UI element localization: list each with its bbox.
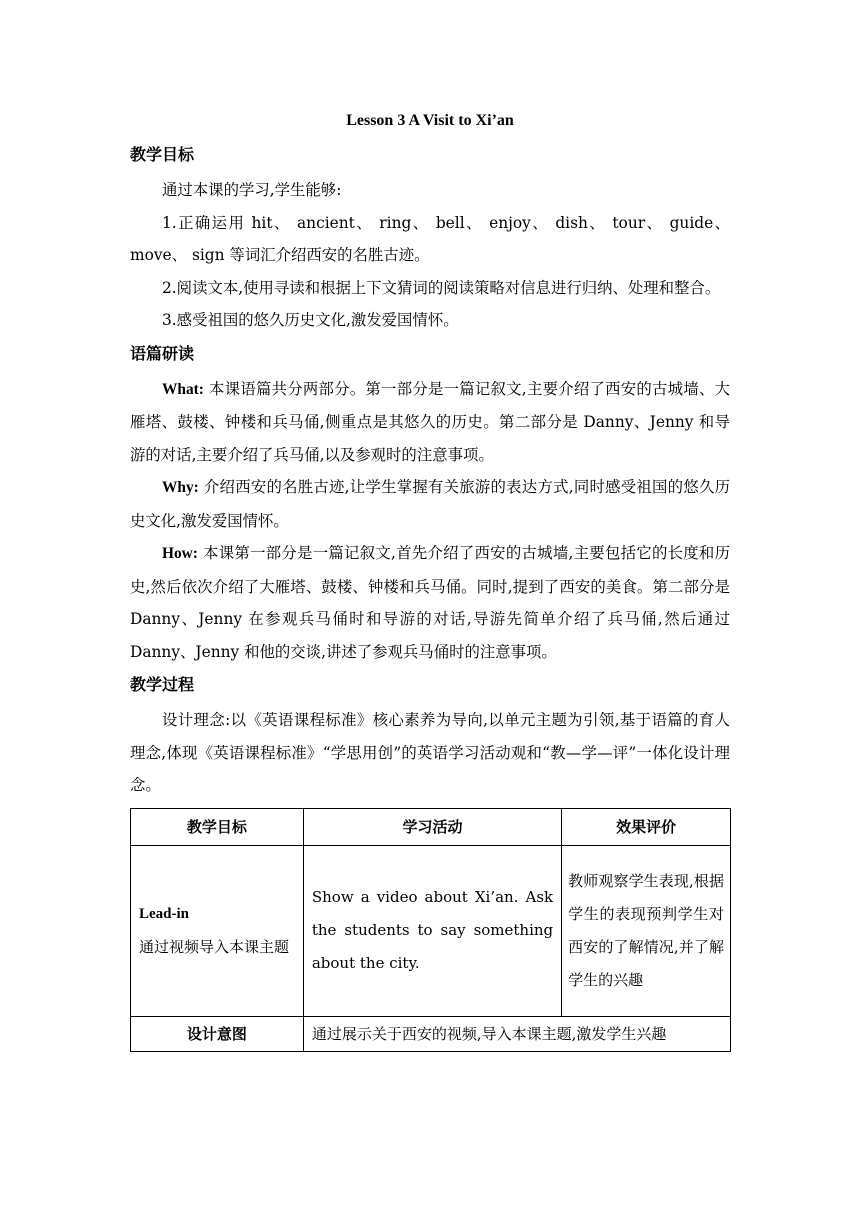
why-text: 介绍西安的名胜古迹,让学生掌握有关旅游的表达方式,同时感受祖国的悠久历史文化,激发爱国情怀。 [130,478,730,530]
why-label: Why: [162,479,199,496]
header-goal: 教学目标 [131,808,304,845]
evaluation-text: 教师观察学生表现,根据学生的表现预判学生对西安的了解情况,并了解学生的兴趣 [568,871,724,989]
lesson-table [130,808,731,1052]
goal-title: Lead-in [139,905,190,922]
document-page [130,106,730,1052]
goal-text: 通过视频导入本课主题 [139,937,290,956]
table-row [131,845,731,1016]
process-text: 设计理念:以《英语课程标准》核心素养为导向,以单元主题为引领,基于语篇的育人理念,体现《英语课程标准》“学思用创”的英语学习活动观和“教—学—评”一体化设计理念。 [130,711,730,794]
header-evaluation: 效果评价 [562,808,731,845]
analysis-why [130,471,730,537]
analysis-heading: 语篇研读 [130,343,195,363]
activity-cell [303,845,561,1016]
process-heading: 教学过程 [130,675,195,694]
objective-item-2: 2.阅读文本,使用寻读和根据上下文猜词的阅读策略对信息进行归纳、处理和整合。 [162,278,721,297]
objective-item-3: 3.感受祖国的悠久历史文化,激发爱国情怀。 [162,311,459,329]
objectives-intro: 通过本课的学习,学生能够: [162,181,342,199]
objectives-heading: 教学目标 [130,145,195,164]
design-intent-text: 通过展示关于西安的视频,导入本课主题,激发学生兴趣 [303,1016,730,1051]
goal-cell [131,845,304,1016]
page-title: Lesson 3 A Visit to Xi’an [346,112,514,129]
how-text: 本课第一部分是一篇记叙文,首先介绍了西安的古城墙,主要包括它的长度和历史,然后依次介绍了大雁塔、鼓楼、钟楼和兵马俑。同时,提到了西安的美食。第二部分是 Danny、Jenny 在参观兵马俑时和导游的对话,导游先简单介绍了兵马俑,然后通过 Danny、Jenny 和他的交谈,讲述了参观兵马俑时的注意事项。 [130,544,730,661]
how-label: How: [162,545,198,562]
what-text: 本课语篇共分两部分。第一部分是一篇记叙文,主要介绍了西安的古城墙、大雁塔、鼓楼、钟楼和兵马俑,侧重点是其悠久的历史。第二部分是 Danny、Jenny 和导游的对话,主要介绍了兵马俑,以及参观时的注意事项。 [130,379,730,464]
design-intent-label: 设计意图 [131,1016,304,1051]
table-row [131,1016,731,1051]
analysis-what [130,373,730,472]
objective-item-1: 1.正确运用 hit、 ancient、 ring、 bell、 enjoy、 dish、 tour、 guide、 move、 sign 等词汇介绍西安的名胜古迹。 [130,213,730,264]
evaluation-cell [562,845,731,1016]
analysis-how [130,537,730,668]
what-label: What: [162,380,204,398]
header-activity: 学习活动 [303,808,561,845]
table-header-row [131,808,731,845]
activity-text: Show a video about Xi’an. Ask the students to say something about the city. [311,888,554,972]
